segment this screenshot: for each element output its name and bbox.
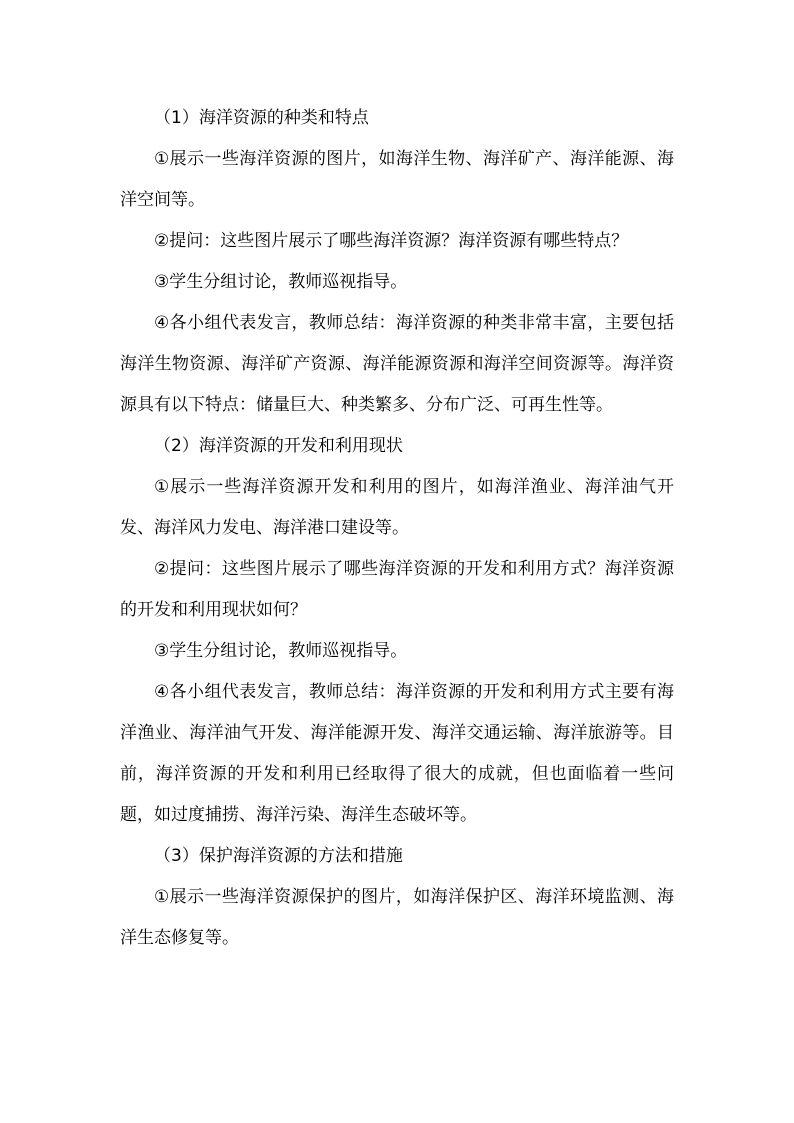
section-1-paragraph-4: ④各小组代表发言，教师总结：海洋资源的种类非常丰富，主要包括海洋生物资源、海洋矿产资源、海洋能源资源和海洋空间资源等。海洋资源具有以下特点：储量巨大、种类繁多、分布广泛、可再生性等。 [120, 313, 674, 415]
section-2-paragraph-2: ②提问：这些图片展示了哪些海洋资源的开发和利用方式？海洋资源的开发和利用现状如何？ [120, 559, 674, 620]
section-2-heading: （2）海洋资源的开发和利用现状 [154, 436, 403, 456]
section-3-paragraph-1: ①展示一些海洋资源保护的图片，如海洋保护区、海洋环境监测、海洋生态修复等。 [120, 887, 674, 948]
section-2-paragraph-1: ①展示一些海洋资源开发和利用的图片，如海洋渔业、海洋油气开发、海洋风力发电、海洋港口建设等。 [120, 477, 674, 538]
section-1-heading: （1）海洋资源的种类和特点 [154, 108, 369, 128]
section-3-heading: （3）保护海洋资源的方法和措施 [154, 846, 403, 866]
section-2-paragraph-3: ③学生分组讨论，教师巡视指导。 [154, 641, 408, 661]
section-2-paragraph-4: ④各小组代表发言，教师总结：海洋资源的开发和利用方式主要有海洋渔业、海洋油气开发、海洋能源开发、海洋交通运输、海洋旅游等。目前，海洋资源的开发和利用已经取得了很大的成就，但也面临着一些问题，如过度捕捞、海洋污染、海洋生态破坏等。 [120, 682, 674, 825]
section-1-paragraph-3: ③学生分组讨论，教师巡视指导。 [154, 272, 408, 292]
section-1-paragraph-1: ①展示一些海洋资源的图片，如海洋生物、海洋矿产、海洋能源、海洋空间等。 [120, 149, 674, 210]
section-1-paragraph-2: ②提问：这些图片展示了哪些海洋资源？海洋资源有哪些特点？ [154, 231, 629, 251]
